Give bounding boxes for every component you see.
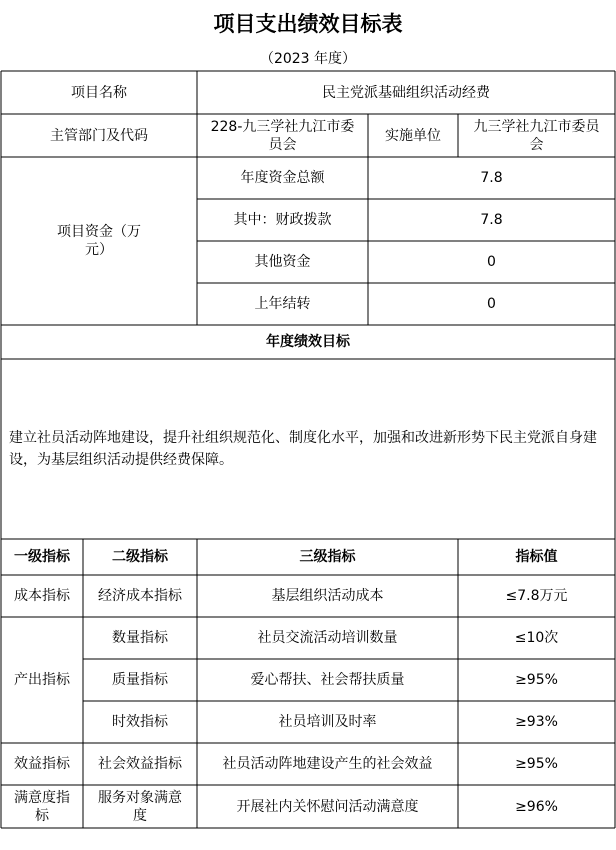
impl-value: 九三学社九江市委员会 xyxy=(473,118,600,153)
project-name-label: 项目名称 xyxy=(71,84,127,101)
level1-cost: 成本指标 xyxy=(14,588,70,604)
header-level3: 三级指标 xyxy=(299,549,356,565)
level1-benefit: 效益指标 xyxy=(14,756,70,772)
funds-row-value: 0 xyxy=(487,254,496,270)
level3-cell: 基层组织活动成本 xyxy=(271,588,384,604)
level2-cell: 质量指标 xyxy=(112,672,168,688)
page-title: 项目支出绩效目标表 xyxy=(213,11,403,36)
funds-row-value: 0 xyxy=(487,296,496,312)
level3-cell: 社员交流活动培训数量 xyxy=(257,630,398,646)
funds-row-value: 7.8 xyxy=(480,212,503,228)
value-cell: ≥95% xyxy=(515,672,558,688)
level2-cell: 服务对象满意度 xyxy=(98,789,182,824)
level3-cell: 社员培训及时率 xyxy=(278,714,377,730)
header-value: 指标值 xyxy=(515,549,558,565)
level2-cell: 时效指标 xyxy=(112,714,168,730)
goal-text: 建立社员活动阵地建设，提升社组织规范化、制度化水平，加强和改进新形势下民主党派自身建设，为基层组织活动提供经费保障。 xyxy=(9,430,597,468)
header-level2: 二级指标 xyxy=(112,549,168,565)
level1-satisfaction: 满意度指标 xyxy=(14,789,70,824)
project-name-value: 民主党派基础组织活动经费 xyxy=(322,84,490,101)
dept-value: 228-九三学社九江市委员会 xyxy=(210,118,355,153)
goal-header: 年度绩效目标 xyxy=(266,334,350,350)
impl-label: 实施单位 xyxy=(385,127,441,144)
funds-row-label: 年度资金总额 xyxy=(240,170,325,186)
dept-label: 主管部门及代码 xyxy=(50,127,148,144)
year-label: （2023 年度） xyxy=(259,51,357,67)
level2-cell: 数量指标 xyxy=(112,630,168,646)
funds-row-value: 7.8 xyxy=(480,170,503,186)
level3-cell: 开展社内关怀慰问活动满意度 xyxy=(236,798,419,815)
level2-cell: 社会效益指标 xyxy=(98,756,182,772)
value-cell: ≤10次 xyxy=(514,630,559,646)
value-cell: ≤7.8万元 xyxy=(505,588,568,604)
level3-cell: 爱心帮扶、社会帮扶质量 xyxy=(250,672,405,688)
level2-cell: 经济成本指标 xyxy=(98,588,182,604)
value-cell: ≥93% xyxy=(515,714,558,730)
header-level1: 一级指标 xyxy=(14,549,70,565)
value-cell: ≥96% xyxy=(515,798,558,815)
funds-label: 项目资金（万元） xyxy=(57,224,141,258)
funds-row-label: 其他资金 xyxy=(254,254,311,270)
funds-row-label: 上年结转 xyxy=(254,296,311,312)
level3-cell: 社员活动阵地建设产生的社会效益 xyxy=(222,756,433,772)
funds-row-label: 其中：财政拨款 xyxy=(233,212,332,228)
level1-output: 产出指标 xyxy=(14,672,70,688)
value-cell: ≥95% xyxy=(515,756,558,772)
